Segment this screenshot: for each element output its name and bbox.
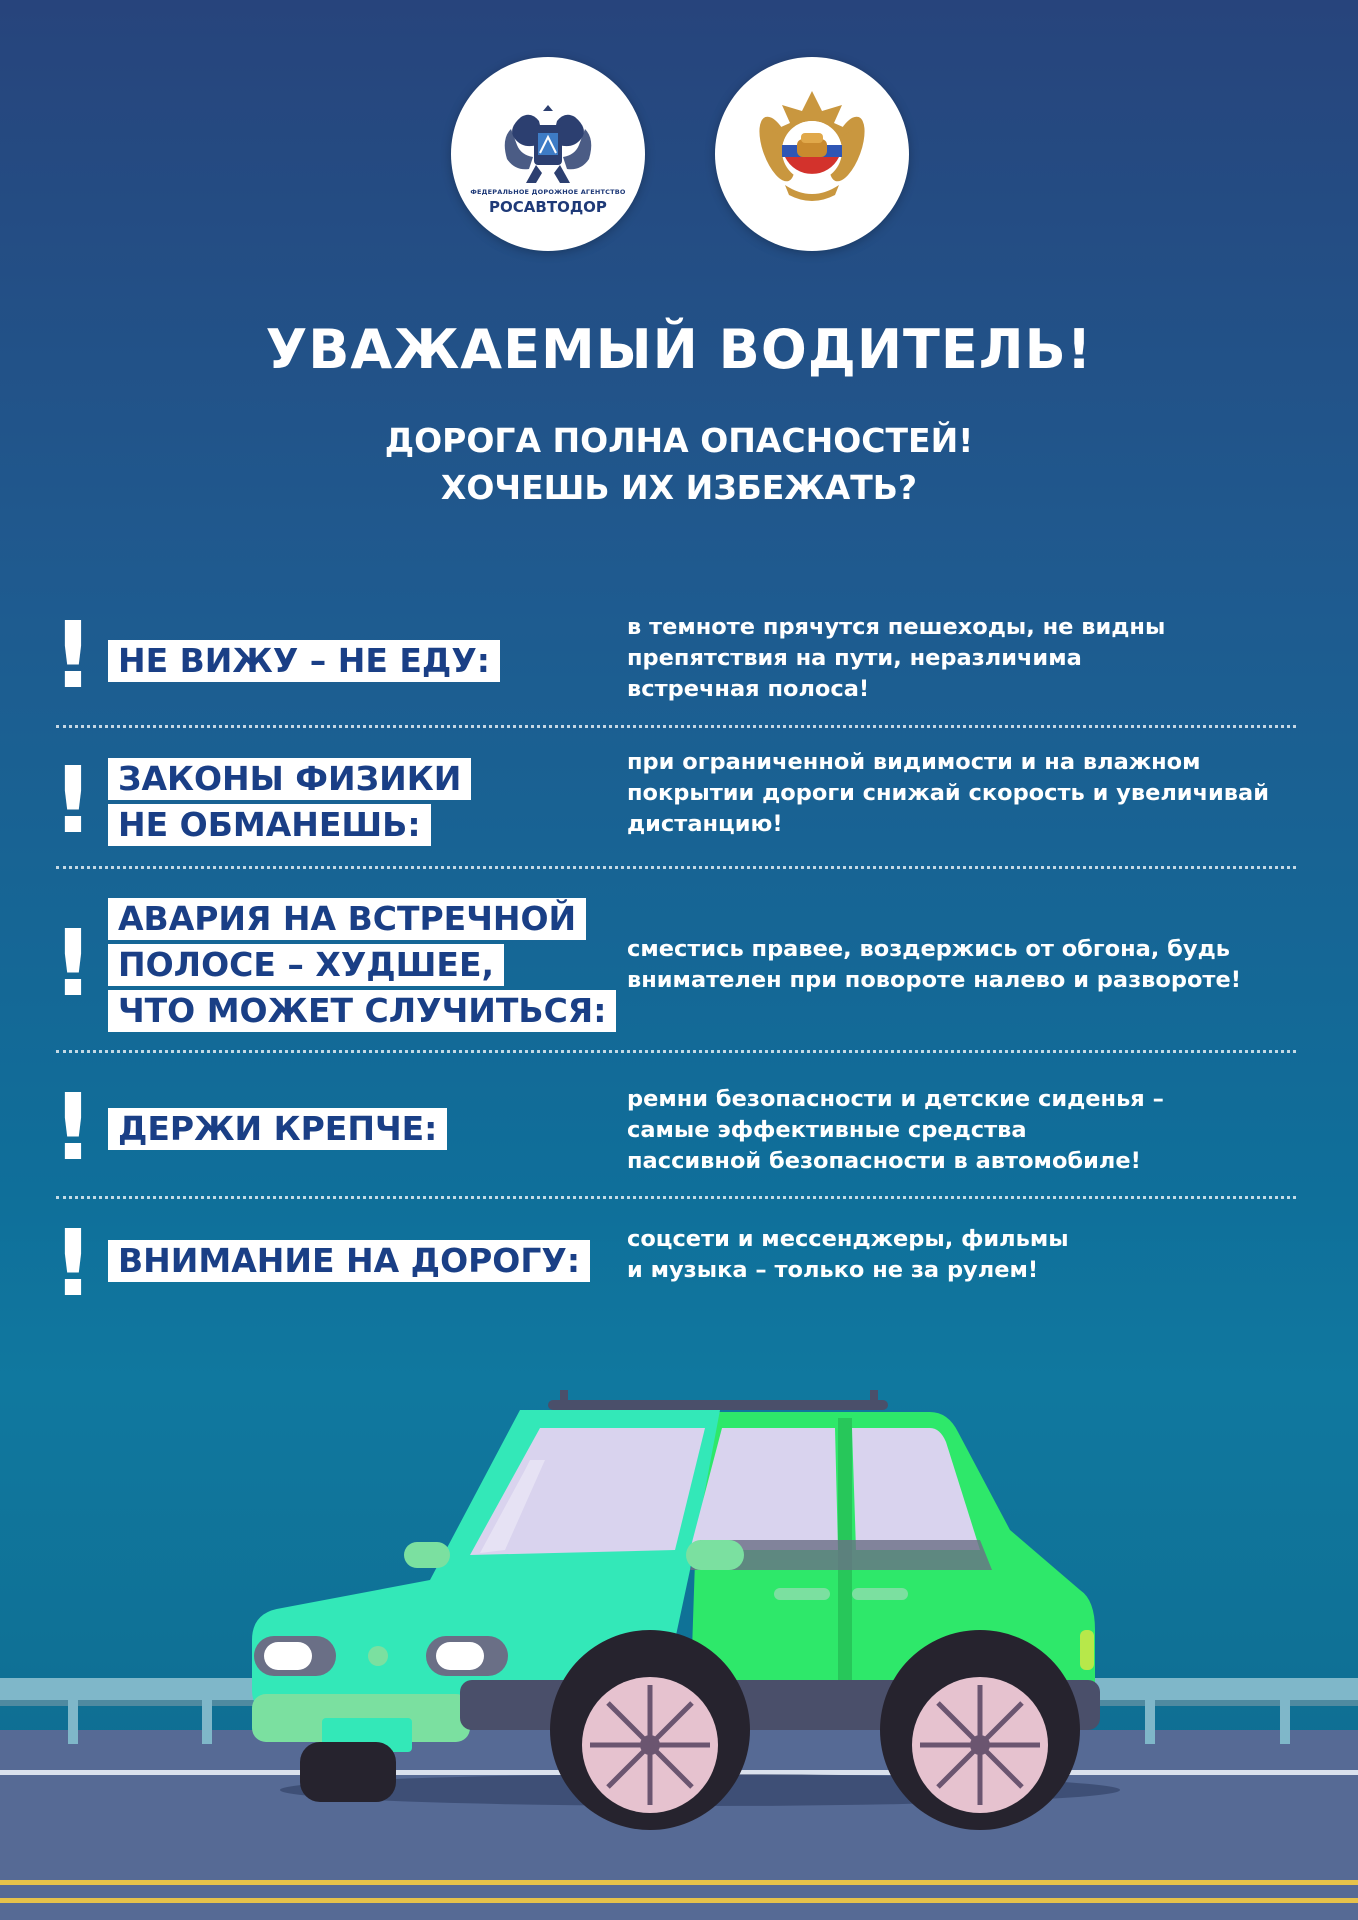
exclamation-mark: ! <box>52 1210 94 1317</box>
tip-headline-line: ЗАКОНЫ ФИЗИКИ <box>108 758 471 800</box>
tip-headline-line: ДЕРЖИ КРЕПЧЕ: <box>108 1108 447 1150</box>
exclamation-mark: ! <box>52 747 94 854</box>
logo-agency-name: РОСАВТОДОР <box>489 198 607 216</box>
tip-headline <box>108 640 500 686</box>
tip-description <box>627 612 1317 705</box>
tip-headline <box>108 1108 447 1154</box>
tip-text-line: пассивной безопасности в автомобиле! <box>627 1148 1141 1174</box>
rosavtodor-logo <box>451 57 645 251</box>
tip-text-line: при ограниченной видимости и на влажном <box>627 749 1201 775</box>
tip-text-line: покрытии дороги снижай скорость и увеличивай <box>627 780 1269 806</box>
double-headed-eagle-emblem-icon <box>451 57 645 251</box>
tip-headline-line: ЧТО МОЖЕТ СЛУЧИТЬСЯ: <box>108 990 616 1032</box>
tip-headline-line: НЕ ОБМАНЕШЬ: <box>108 804 431 846</box>
tip-headline-line: АВАРИЯ НА ВСТРЕЧНОЙ <box>108 898 586 940</box>
subtitle-line-1: ДОРОГА ПОЛНА ОПАСНОСТЕЙ! <box>384 421 974 460</box>
tip-headline-line: ПОЛОСЕ – ХУДШЕЕ, <box>108 944 504 986</box>
gibdd-logo <box>715 57 909 251</box>
tip-text-line: внимателен при повороте налево и развороте! <box>627 967 1241 993</box>
rear-wheel <box>880 1630 1080 1830</box>
tip-headline <box>108 1240 590 1286</box>
tip-headline-line: ВНИМАНИЕ НА ДОРОГУ: <box>108 1240 590 1282</box>
traffic-police-badge-icon <box>715 57 909 251</box>
tip-text-line: ремни безопасности и детские сиденья – <box>627 1086 1164 1112</box>
tip-description <box>627 934 1317 996</box>
tip-text-line: самые эффективные средства <box>627 1117 1027 1143</box>
tip-text-line: дистанцию! <box>627 811 783 837</box>
dotted-divider <box>56 866 1296 869</box>
dotted-divider <box>56 1196 1296 1199</box>
exclamation-mark: ! <box>52 602 94 709</box>
subtitle-line-2: ХОЧЕШЬ ИХ ИЗБЕЖАТЬ? <box>440 468 918 507</box>
dotted-divider <box>56 725 1296 728</box>
tip-text-line: препятствия на пути, неразличима <box>627 645 1082 671</box>
tip-text-line: и музыка – только не за рулем! <box>627 1257 1039 1283</box>
tip-description <box>627 747 1317 840</box>
dotted-divider <box>56 1050 1296 1053</box>
tip-headline-line: НЕ ВИЖУ – НЕ ЕДУ: <box>108 640 500 682</box>
front-tire-left <box>300 1742 396 1802</box>
green-car-on-highway-icon <box>0 1350 1358 1920</box>
tip-text-line: в темноте прячутся пешеходы, не видны <box>627 614 1166 640</box>
page-title: УВАЖАЕМЫЙ ВОДИТЕЛЬ! <box>265 318 1093 381</box>
logo-agency-caption: ФЕДЕРАЛЬНОЕ ДОРОЖНОЕ АГЕНТСТВО <box>470 188 626 196</box>
exclamation-mark: ! <box>52 1074 94 1181</box>
tip-headline <box>108 758 471 850</box>
tip-description <box>627 1224 1317 1286</box>
front-wheel <box>550 1630 750 1830</box>
tip-text-line: встречная полоса! <box>627 676 870 702</box>
tip-text-line: сместись правее, воздержись от обгона, будь <box>627 936 1230 962</box>
tip-description <box>627 1084 1317 1177</box>
tip-headline <box>108 898 616 1036</box>
exclamation-mark: ! <box>52 910 94 1017</box>
tip-text-line: соцсети и мессенджеры, фильмы <box>627 1226 1069 1252</box>
